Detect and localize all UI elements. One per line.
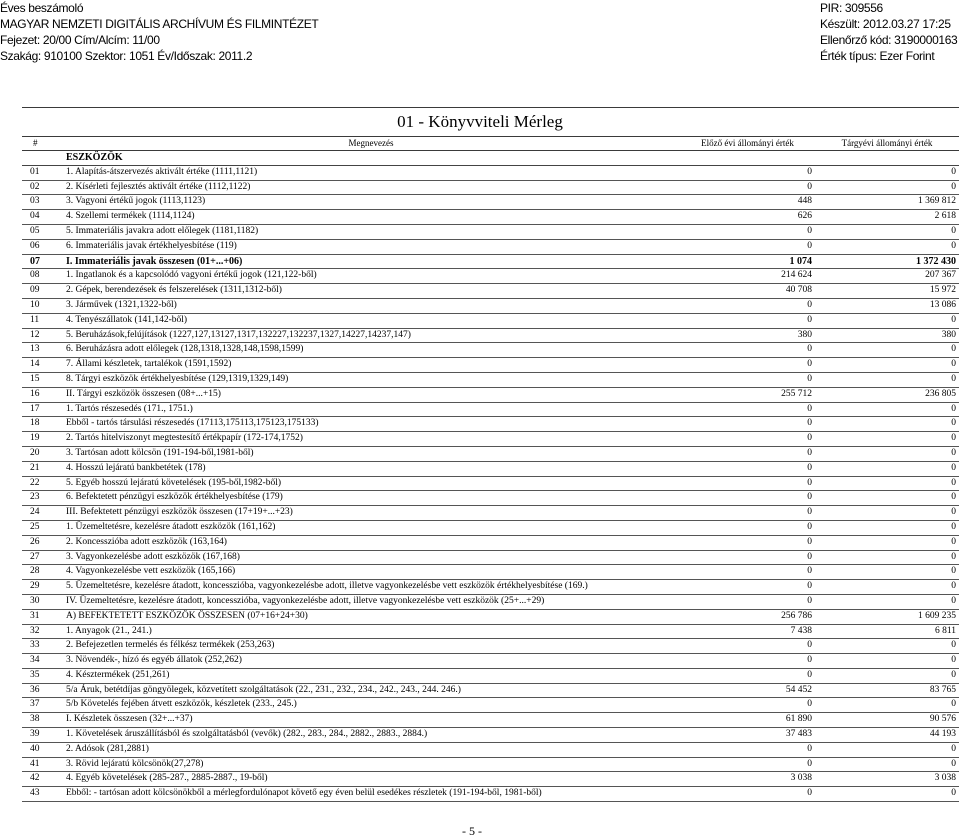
row-number: 29	[30, 581, 40, 592]
row-label: 6. Beruházásra adott előlegek (128,1318,1328,148,1598,1599)	[66, 344, 304, 355]
row-label: 3. Növendék-, hízó és egyéb állatok (252,262)	[66, 655, 242, 666]
row-label: 5/a Áruk, betétdíjas göngyölegek, közvetített szolgáltatások (22., 231., 232., 234., 242., 243., 244. 246.)	[66, 684, 461, 695]
row-number: 35	[30, 669, 40, 680]
table-row	[22, 195, 959, 210]
chapter-info: Fejezet: 20/00 Cím/Alcím: 11/00	[0, 33, 160, 47]
report-header-right	[820, 0, 957, 64]
current-year-value: 0	[951, 403, 956, 414]
row-label: 2. Tartós hitelviszonyt megtestesítő értékpapír (172-174,1752)	[66, 433, 303, 444]
prior-year-value: 0	[807, 403, 812, 414]
table-body	[22, 166, 959, 802]
current-year-value: 0	[951, 433, 956, 444]
current-year-value: 0	[951, 418, 956, 429]
balance-sheet-table	[22, 107, 959, 802]
row-label: Ebből: - tartósan adott kölcsönökből a mérlegfordulónapot követő egy éven belül esedékes részletek (191-194-ből, 1981-ből)	[66, 788, 542, 799]
prior-year-value: 0	[807, 344, 812, 355]
table-row	[22, 654, 959, 669]
prior-year-value: 0	[807, 566, 812, 577]
table-row	[22, 610, 959, 625]
row-label: 4. Tenyészállatok (141,142-ből)	[66, 314, 188, 325]
prior-year-value: 0	[807, 507, 812, 518]
prior-year-value: 1 074	[789, 255, 812, 267]
row-label: 3. Rövid lejáratú kölcsönök(27,278)	[66, 758, 204, 769]
current-year-value: 0	[951, 181, 956, 192]
current-year-value: 0	[951, 536, 956, 547]
table-row	[22, 358, 959, 373]
prior-year-value: 214 624	[781, 270, 812, 281]
sector-info: Szakág: 910100 Szektor: 1051 Év/Időszak: 2011.2	[0, 49, 253, 63]
prior-year-value: 0	[807, 655, 812, 666]
prior-year-value: 0	[807, 758, 812, 769]
created-timestamp: Készült: 2012.03.27 17:25	[820, 17, 951, 31]
table-row	[22, 477, 959, 492]
current-year-value: 0	[951, 566, 956, 577]
current-year-value: 0	[951, 314, 956, 325]
current-year-value: 2 618	[934, 211, 956, 222]
prior-year-value: 0	[807, 181, 812, 192]
current-year-value: 0	[951, 240, 956, 251]
row-label: Ebből - tartós társulási részesedés (17113,175113,175123,175133)	[66, 418, 319, 429]
row-number: 23	[30, 492, 40, 503]
row-label: 4. Késztermékek (251,261)	[66, 669, 170, 680]
pir-number: PIR: 309556	[820, 1, 883, 15]
current-year-value: 0	[951, 743, 956, 754]
table-row	[22, 314, 959, 329]
row-label: 3. Vagyonkezelésbe adott eszközök (167,168)	[66, 551, 240, 562]
prior-year-value: 61 890	[785, 714, 812, 725]
prior-year-value: 0	[807, 433, 812, 444]
table-row	[22, 758, 959, 773]
row-number: 12	[30, 329, 40, 340]
table-row	[22, 639, 959, 654]
row-number: 34	[30, 655, 40, 666]
table-row	[22, 181, 959, 196]
row-number: 33	[30, 640, 40, 651]
row-label: 2. Gépek, berendezések és felszerelések (1311,1312-ből)	[66, 285, 282, 296]
prior-year-value: 0	[807, 699, 812, 710]
table-row	[22, 595, 959, 610]
prior-year-value: 0	[807, 462, 812, 473]
prior-year-value: 448	[797, 196, 812, 207]
current-year-value: 0	[951, 655, 956, 666]
row-label: I. Készletek összesen (32+...+37)	[66, 714, 193, 725]
column-header-number: #	[33, 138, 38, 148]
row-number: 11	[30, 314, 40, 325]
table-row	[22, 240, 959, 255]
current-year-value: 236 805	[925, 388, 956, 399]
table-row	[22, 521, 959, 536]
row-number: 20	[30, 447, 40, 458]
current-year-value: 3 038	[934, 773, 956, 784]
row-number: 08	[30, 270, 40, 281]
table-row	[22, 373, 959, 388]
row-label: 4. Egyéb követelések (285-287., 2885-2887., 19-ből)	[66, 773, 268, 784]
table-row	[22, 417, 959, 432]
table-row	[22, 506, 959, 521]
prior-year-value: 0	[807, 640, 812, 651]
table-row	[22, 403, 959, 418]
row-number: 26	[30, 536, 40, 547]
table-row	[22, 625, 959, 640]
organization-name: MAGYAR NEMZETI DIGITÁLIS ARCHÍVUM ÉS FILMINTÉZET	[0, 17, 319, 31]
table-row	[22, 551, 959, 566]
current-year-value: 0	[951, 640, 956, 651]
value-type: Érték típus: Ezer Forint	[820, 49, 935, 63]
row-number: 28	[30, 566, 40, 577]
prior-year-value: 37 483	[785, 729, 812, 740]
row-number: 25	[30, 521, 40, 532]
row-label: A) BEFEKTETETT ESZKÖZÖK ÖSSZESEN (07+16+24+30)	[66, 610, 308, 621]
row-number: 41	[30, 758, 40, 769]
section-heading: ESZKÖZÖK	[22, 151, 959, 166]
table-row	[22, 447, 959, 462]
column-header-name: Megnevezés	[348, 138, 394, 148]
current-year-value: 0	[951, 373, 956, 384]
table-row	[22, 772, 959, 787]
prior-year-value: 380	[797, 329, 812, 340]
current-year-value: 0	[951, 595, 956, 606]
current-year-value: 13 086	[929, 299, 956, 310]
row-label: 4. Vagyonkezelésbe vett eszközök (165,166)	[66, 566, 236, 577]
row-number: 07	[30, 255, 40, 267]
column-header-prior-year: Előző évi állományi érték	[701, 138, 794, 148]
row-label: 1. Követelések áruszállításból és szolgáltatásból (vevők) (282., 283., 284., 2882., 2883., 2884.)	[66, 729, 428, 740]
table-row	[22, 329, 959, 344]
table-row	[22, 210, 959, 225]
prior-year-value: 0	[807, 314, 812, 325]
row-number: 13	[30, 344, 40, 355]
row-label: 4. Szellemi termékek (1114,1124)	[66, 211, 195, 222]
current-year-value: 0	[951, 477, 956, 488]
prior-year-value: 7 438	[790, 625, 812, 636]
row-number: 22	[30, 477, 40, 488]
row-number: 18	[30, 418, 40, 429]
column-header-current-year: Tárgyévi állományi érték	[841, 138, 933, 148]
row-number: 19	[30, 433, 40, 444]
row-number: 40	[30, 743, 40, 754]
prior-year-value: 0	[807, 521, 812, 532]
prior-year-value: 0	[807, 240, 812, 251]
row-label: 2. Kísérleti fejlesztés aktivált értéke (1112,1122)	[66, 181, 251, 192]
current-year-value: 0	[951, 492, 956, 503]
prior-year-value: 0	[807, 595, 812, 606]
current-year-value: 0	[951, 521, 956, 532]
row-label: 8. Tárgyi eszközök értékhelyesbítése (129,1319,1329,149)	[66, 373, 289, 384]
table-row	[22, 684, 959, 699]
row-label: 7. Állami készletek, tartalékok (1591,1592)	[66, 359, 232, 370]
page-number: - 5 -	[462, 824, 482, 838]
row-number: 39	[30, 729, 40, 740]
table-row	[22, 462, 959, 477]
row-label: III. Befektetett pénzügyi eszközök összesen (17+19+...+23)	[66, 507, 293, 518]
table-row	[22, 343, 959, 358]
current-year-value: 1 372 430	[916, 255, 956, 267]
row-label: 3. Járművek (1321,1322-ből)	[66, 299, 177, 310]
row-label: 2. Befejezetlen termelés és félkész termékek (253,263)	[66, 640, 275, 651]
prior-year-value: 0	[807, 299, 812, 310]
table-row	[22, 166, 959, 181]
prior-year-value: 0	[807, 373, 812, 384]
current-year-value: 0	[951, 447, 956, 458]
row-number: 01	[30, 166, 40, 177]
current-year-value: 0	[951, 225, 956, 236]
current-year-value: 90 576	[929, 714, 956, 725]
report-header-left	[0, 0, 318, 64]
current-year-value: 0	[951, 551, 956, 562]
table-row	[22, 432, 959, 447]
prior-year-value: 0	[807, 536, 812, 547]
current-year-value: 83 765	[929, 684, 956, 695]
row-label: 1. Ingatlanok és a kapcsolódó vagyoni értékű jogok (121,122-ből)	[66, 270, 317, 281]
row-number: 17	[30, 403, 40, 414]
current-year-value: 0	[951, 166, 956, 177]
current-year-value: 1 609 235	[918, 610, 956, 621]
row-label: IV. Üzemeltetésre, kezelésre átadott, koncesszióba, vagyonkezelésbe adott, illetve vagyonkezelésbe vett eszközök (25+...+29)	[66, 595, 545, 606]
prior-year-value: 256 786	[781, 610, 812, 621]
prior-year-value: 0	[807, 492, 812, 503]
row-number: 02	[30, 181, 40, 192]
row-label: 1. Anyagok (21., 241.)	[66, 625, 152, 636]
prior-year-value: 626	[797, 211, 812, 222]
table-row	[22, 255, 959, 270]
table-row	[22, 713, 959, 728]
row-label: I. Immateriális javak összesen (01+...+06)	[66, 255, 243, 267]
current-year-value: 1 369 812	[918, 196, 956, 207]
table-row	[22, 284, 959, 299]
current-year-value: 6 811	[934, 625, 956, 636]
prior-year-value: 0	[807, 359, 812, 370]
current-year-value: 0	[951, 359, 956, 370]
prior-year-value: 0	[807, 788, 812, 799]
prior-year-value: 0	[807, 447, 812, 458]
row-label: 2. Adósok (281,2881)	[66, 743, 149, 754]
table-row	[22, 536, 959, 551]
current-year-value: 0	[951, 669, 956, 680]
current-year-value: 15 972	[929, 285, 956, 296]
prior-year-value: 0	[807, 418, 812, 429]
row-label: 5. Egyéb hosszú lejáratú követelések (195-ből,1982-ből)	[66, 477, 282, 488]
table-row	[22, 580, 959, 595]
row-label: 4. Hosszú lejáratú bankbetétek (178)	[66, 462, 206, 473]
row-label: 5. Üzemeltetésre, kezelésre átadott, koncesszióba, vagyonkezelésbe adott, illetve vagyonkezelésbe vett eszközök értékhelyesbítése (169.)	[66, 581, 588, 592]
current-year-value: 380	[941, 329, 956, 340]
row-number: 27	[30, 551, 40, 562]
prior-year-value: 0	[807, 477, 812, 488]
table-row	[22, 388, 959, 403]
prior-year-value: 255 712	[781, 388, 812, 399]
prior-year-value: 0	[807, 166, 812, 177]
prior-year-value: 0	[807, 669, 812, 680]
prior-year-value: 0	[807, 743, 812, 754]
column-header-row	[22, 137, 959, 151]
prior-year-value: 0	[807, 551, 812, 562]
prior-year-value: 0	[807, 581, 812, 592]
row-number: 32	[30, 625, 40, 636]
current-year-value: 0	[951, 581, 956, 592]
table-row	[22, 787, 959, 802]
current-year-value: 207 367	[925, 270, 956, 281]
row-number: 15	[30, 373, 40, 384]
row-label: 1. Üzemeltetésre, kezelésre átadott eszközök (161,162)	[66, 521, 276, 532]
row-number: 43	[30, 788, 40, 799]
current-year-value: 0	[951, 758, 956, 769]
row-number: 31	[30, 610, 40, 621]
row-number: 38	[30, 714, 40, 725]
row-label: 5. Immateriális javakra adott előlegek (1181,1182)	[66, 225, 259, 236]
table-row	[22, 299, 959, 314]
row-number: 06	[30, 240, 40, 251]
row-label: 1. Alapítás-átszervezés aktivált értéke (1111,1121)	[66, 166, 258, 177]
row-number: 16	[30, 388, 40, 399]
row-number: 04	[30, 211, 40, 222]
prior-year-value: 0	[807, 225, 812, 236]
row-label: 5. Beruházások,felújítások (1227,127,13127,1317,132227,132237,1327,14227,14237,147)	[66, 329, 411, 340]
table-row	[22, 225, 959, 240]
row-number: 30	[30, 595, 40, 606]
current-year-value: 0	[951, 788, 956, 799]
prior-year-value: 3 038	[790, 773, 812, 784]
report-type: Éves beszámoló	[0, 1, 84, 15]
current-year-value: 0	[951, 344, 956, 355]
check-code: Ellenőrző kód: 3190000163	[820, 33, 958, 47]
current-year-value: 44 193	[929, 729, 956, 740]
row-label: 3. Tartósan adott kölcsön (191-194-ből,1981-ből)	[66, 447, 254, 458]
row-number: 24	[30, 507, 40, 518]
row-label: 6. Befektetett pénzügyi eszközök értékhelyesbítése (179)	[66, 492, 283, 503]
table-row	[22, 269, 959, 284]
table-row	[22, 743, 959, 758]
row-number: 14	[30, 359, 40, 370]
current-year-value: 0	[951, 699, 956, 710]
row-number: 37	[30, 699, 40, 710]
current-year-value: 0	[951, 462, 956, 473]
row-number: 03	[30, 196, 40, 207]
row-label: 6. Immateriális javak értékhelyesbítése (119)	[66, 240, 237, 251]
row-label: 5/b Követelés fejében átvett eszközök, készletek (233., 245.)	[66, 699, 297, 710]
row-number: 05	[30, 225, 40, 236]
row-number: 09	[30, 285, 40, 296]
row-label: 1. Tartós részesedés (171., 1751.)	[66, 403, 193, 414]
prior-year-value: 40 708	[785, 285, 812, 296]
table-row	[22, 728, 959, 743]
row-number: 21	[30, 462, 40, 473]
current-year-value: 0	[951, 507, 956, 518]
sheet-title: 01 - Könyvviteli Mérleg	[22, 107, 959, 137]
row-label: II. Tárgyi eszközök összesen (08+...+15)	[66, 388, 221, 399]
prior-year-value: 54 452	[785, 684, 812, 695]
row-number: 42	[30, 773, 40, 784]
row-label: 2. Koncesszióba adott eszközök (163,164)	[66, 536, 227, 547]
table-row	[22, 565, 959, 580]
table-row	[22, 669, 959, 684]
row-label: 3. Vagyoni értékű jogok (1113,1123)	[66, 196, 206, 207]
row-number: 10	[30, 299, 40, 310]
table-row	[22, 698, 959, 713]
table-row	[22, 491, 959, 506]
row-number: 36	[30, 684, 40, 695]
